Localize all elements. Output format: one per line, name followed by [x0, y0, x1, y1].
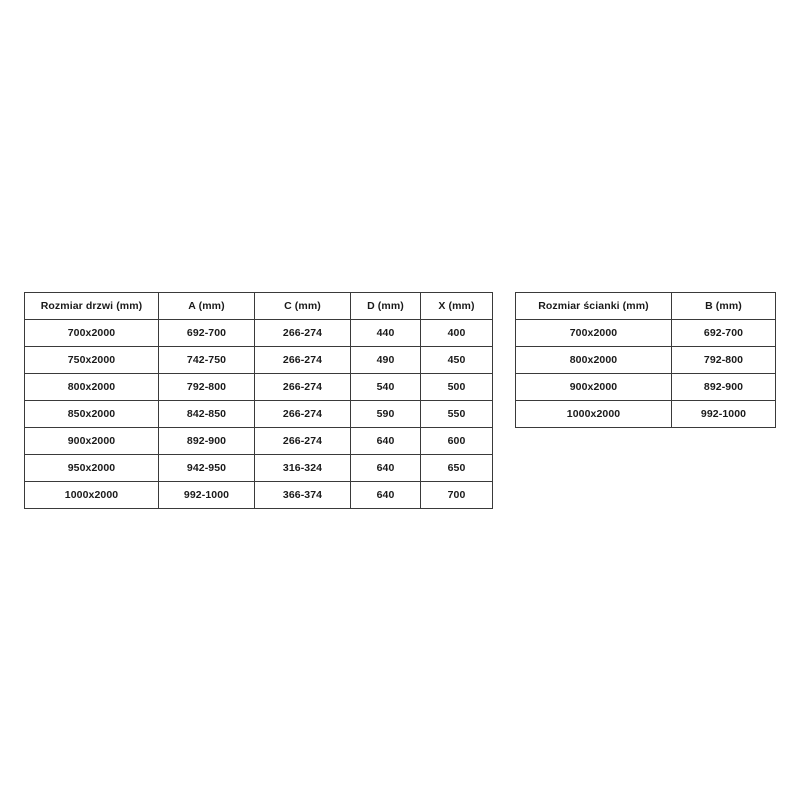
cell-x: 450	[421, 347, 493, 374]
cell-d: 440	[351, 320, 421, 347]
cell-x: 650	[421, 455, 493, 482]
cell-a: 742-750	[159, 347, 255, 374]
column-header-wall-size: Rozmiar ścianki (mm)	[516, 293, 672, 320]
cell-x: 700	[421, 482, 493, 509]
cell-a: 942-950	[159, 455, 255, 482]
wall-dimensions-table	[515, 292, 776, 428]
cell-b: 692-700	[672, 320, 776, 347]
cell-d: 590	[351, 401, 421, 428]
cell-a: 692-700	[159, 320, 255, 347]
cell-wall-size: 800x2000	[516, 347, 672, 374]
cell-d: 640	[351, 455, 421, 482]
cell-door-size: 950x2000	[25, 455, 159, 482]
cell-door-size: 850x2000	[25, 401, 159, 428]
table-header-row	[25, 293, 493, 320]
cell-door-size: 750x2000	[25, 347, 159, 374]
cell-c: 266-274	[255, 428, 351, 455]
cell-door-size: 1000x2000	[25, 482, 159, 509]
cell-c: 266-274	[255, 401, 351, 428]
table-row	[25, 401, 493, 428]
cell-a: 992-1000	[159, 482, 255, 509]
cell-c: 266-274	[255, 347, 351, 374]
cell-door-size: 700x2000	[25, 320, 159, 347]
column-header-x: X (mm)	[421, 293, 493, 320]
cell-x: 550	[421, 401, 493, 428]
column-header-d: D (mm)	[351, 293, 421, 320]
table-row	[516, 401, 776, 428]
column-header-a: A (mm)	[159, 293, 255, 320]
cell-d: 640	[351, 482, 421, 509]
cell-x: 600	[421, 428, 493, 455]
table-row	[25, 320, 493, 347]
cell-d: 540	[351, 374, 421, 401]
table-row	[25, 374, 493, 401]
cell-d: 490	[351, 347, 421, 374]
cell-x: 500	[421, 374, 493, 401]
cell-wall-size: 700x2000	[516, 320, 672, 347]
cell-b: 892-900	[672, 374, 776, 401]
cell-door-size: 800x2000	[25, 374, 159, 401]
table-row	[25, 347, 493, 374]
cell-a: 842-850	[159, 401, 255, 428]
column-header-door-size: Rozmiar drzwi (mm)	[25, 293, 159, 320]
cell-b: 992-1000	[672, 401, 776, 428]
table-row	[25, 428, 493, 455]
cell-a: 792-800	[159, 374, 255, 401]
table-row	[516, 374, 776, 401]
cell-wall-size: 1000x2000	[516, 401, 672, 428]
table-row	[25, 455, 493, 482]
cell-c: 316-324	[255, 455, 351, 482]
cell-c: 266-274	[255, 374, 351, 401]
table-row	[25, 482, 493, 509]
table-row	[516, 347, 776, 374]
cell-wall-size: 900x2000	[516, 374, 672, 401]
cell-b: 792-800	[672, 347, 776, 374]
table-row	[516, 320, 776, 347]
tables-container	[24, 292, 776, 509]
cell-c: 266-274	[255, 320, 351, 347]
cell-door-size: 900x2000	[25, 428, 159, 455]
cell-x: 400	[421, 320, 493, 347]
cell-c: 366-374	[255, 482, 351, 509]
column-header-c: C (mm)	[255, 293, 351, 320]
column-header-b: B (mm)	[672, 293, 776, 320]
cell-a: 892-900	[159, 428, 255, 455]
table-header-row	[516, 293, 776, 320]
cell-d: 640	[351, 428, 421, 455]
doors-dimensions-table	[24, 292, 493, 509]
